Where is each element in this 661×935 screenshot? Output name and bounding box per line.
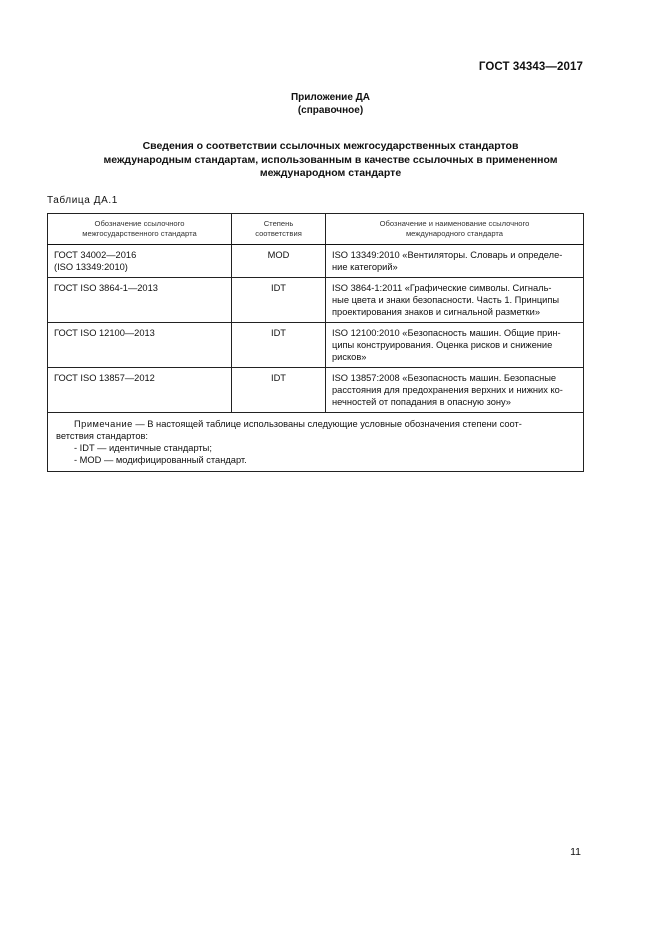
international-cell: ISO 12100:2010 «Безопасность машин. Общие прин- ципы конструирования. Оценка рисков и снижение рисков» [326,323,584,368]
international-cell: ISO 3864-1:2011 «Графические символы. Сигналь- ные цвета и знаки безопасности. Часть 1. Принципы проектирования знаков и сигнальной разметки» [326,278,584,323]
table-note-row [48,413,584,472]
note-text-1: — В настоящей таблице использованы следующие условные обозначения степени соот- [132,419,522,429]
table-note [48,413,584,472]
international-cell: ISO 13349:2010 «Вентиляторы. Словарь и определе- ние категорий» [326,245,584,278]
gost-cell: ГОСТ ISO 12100—2013 [48,323,232,368]
annex-title-block [0,91,661,117]
page-number: 11 [570,846,581,858]
degree-cell: IDT [232,278,326,323]
heading-line-1: Сведения о соответствии ссылочных межгосударственных стандартов [142,140,519,152]
document-code: ГОСТ 34343—2017 [478,61,583,73]
note-text-2: ветствия стандартов: [56,431,149,441]
table-row [48,323,584,368]
heading-line-3: международном стандарте [259,167,402,179]
degree-cell: IDT [232,368,326,413]
note-prefix: Примечание [74,419,133,429]
heading-line-2: международным стандартам, использованным в качестве ссылочных в примененном [103,153,558,166]
table-row [48,245,584,278]
table-row [48,368,584,413]
note-item-idt: - IDT — идентичные стандарты; [74,443,212,453]
column-header-degree: Степень соответствия [232,214,326,245]
column-header-international: Обозначение и наименование ссылочного международного стандарта [326,214,584,245]
annex-subtitle: (справочное) [297,105,364,116]
gost-cell: ГОСТ ISO 3864-1—2013 [48,278,232,323]
international-cell: ISO 13857:2008 «Безопасность машин. Безопасные расстояния для предохранения верхних и нижних ко- нечностей от попадания в опасную зону» [326,368,584,413]
gost-cell: ГОСТ ISO 13857—2012 [48,368,232,413]
table-header-row [48,214,584,245]
note-paragraph [56,418,577,430]
column-header-gost: Обозначение ссылочного межгосударственного стандарта [48,214,232,245]
degree-cell: MOD [232,245,326,278]
degree-cell: IDT [232,323,326,368]
note-item-mod: - MOD — модифицированный стандарт. [74,455,247,465]
section-heading [60,140,601,181]
annex-title: Приложение ДА [290,92,371,103]
table-row [48,278,584,323]
gost-cell: ГОСТ 34002—2016 (ISO 13349:2010) [48,245,232,278]
table-caption: Таблица ДА.1 [47,195,118,206]
correspondence-table [47,213,584,472]
